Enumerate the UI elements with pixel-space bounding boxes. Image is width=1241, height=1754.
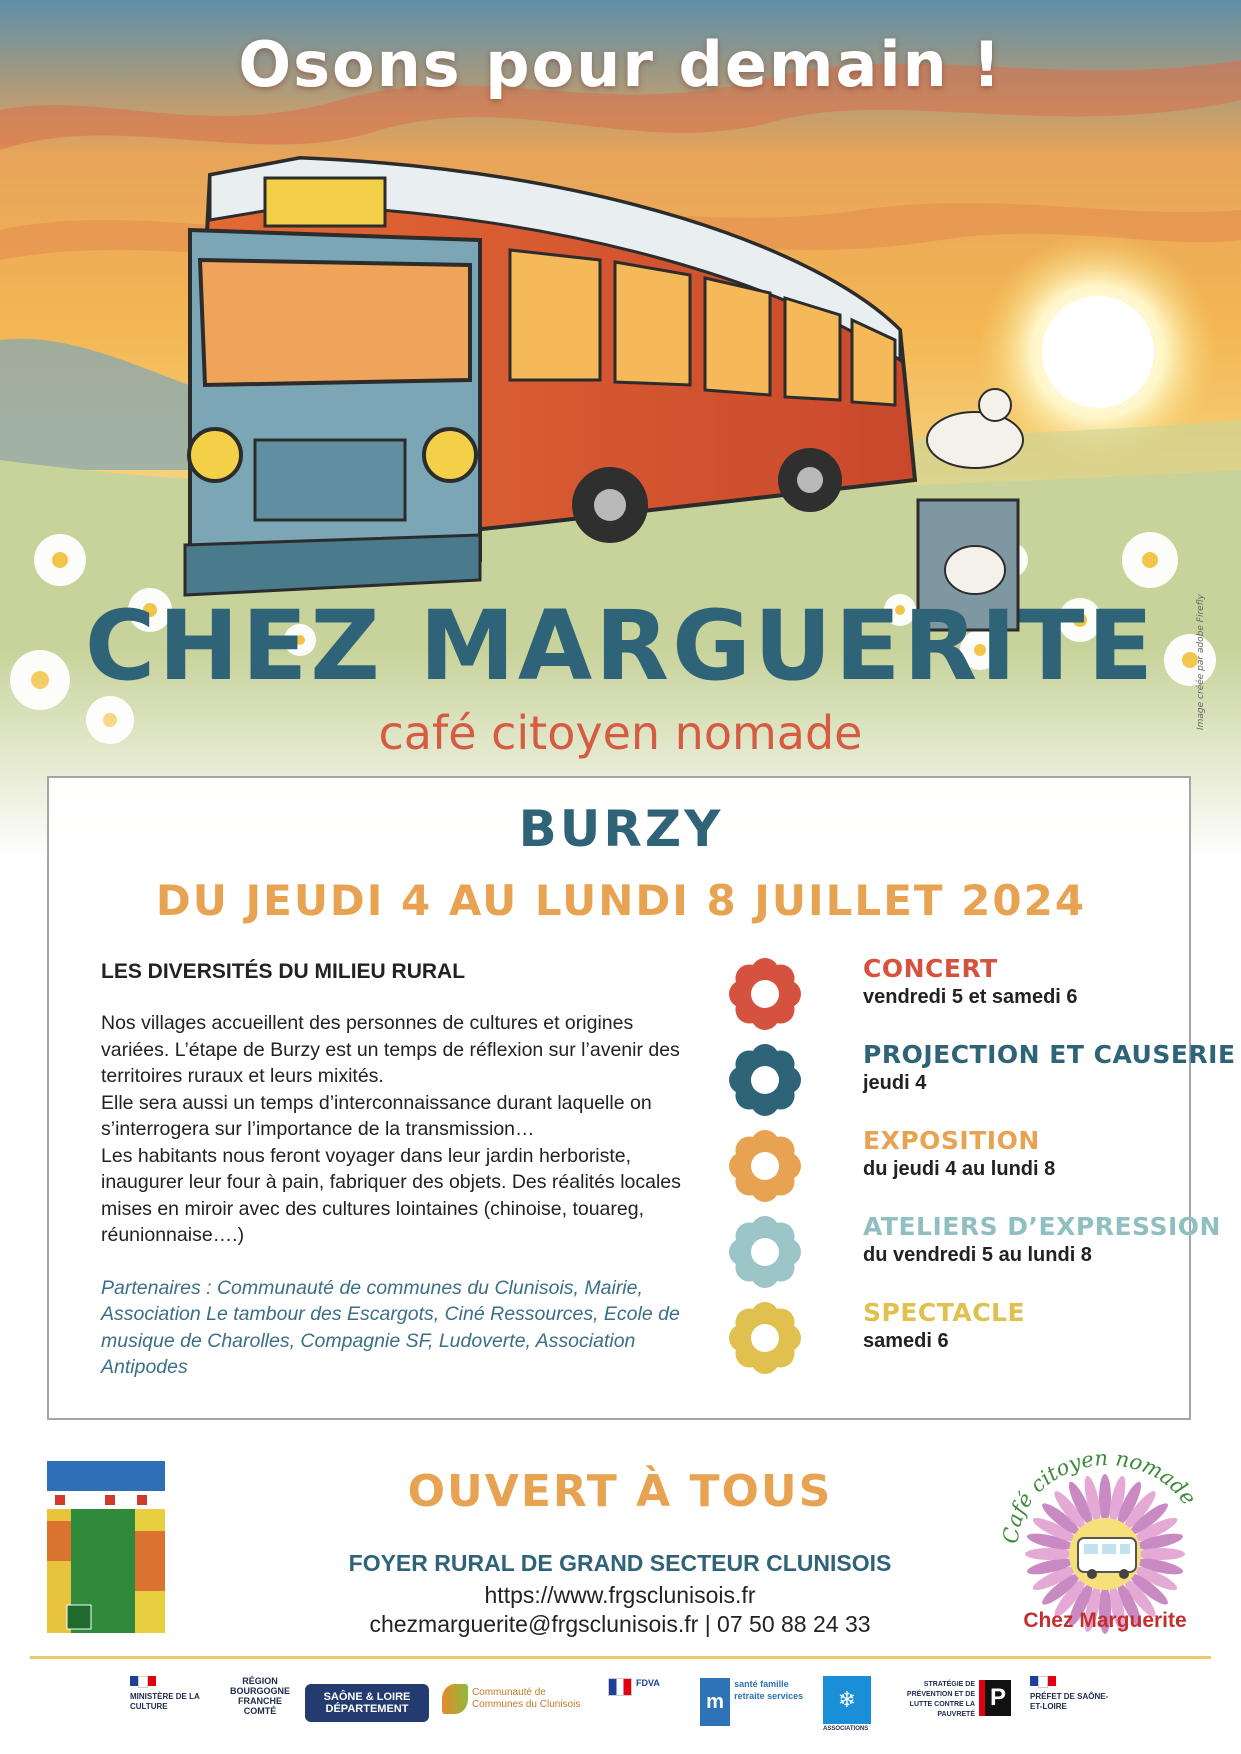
- event-box: [47, 776, 1236, 1420]
- image-credit: Image créée par adobe Firefly: [1196, 594, 1206, 730]
- cc-clunisois-logo: Communauté de Communes du Clunisois: [442, 1676, 592, 1742]
- footer-divider: [30, 1656, 1211, 1659]
- program-item-exposition: [725, 1126, 1185, 1206]
- flower-icon: [725, 954, 805, 1034]
- ministere-culture-logo: MINISTÈRE DE LA CULTURE: [130, 1676, 210, 1742]
- program-detail: vendredi 5 et samedi 6: [863, 986, 1078, 1008]
- event-place: BURZY: [518, 800, 724, 858]
- program-item-projection: [725, 1040, 1236, 1120]
- program-title: SPECTACLE: [863, 1298, 1026, 1327]
- flower-icon: [725, 1126, 805, 1206]
- fdva-logo: FDVA: [608, 1676, 678, 1742]
- organizer-name: FOYER RURAL DE GRAND SECTEUR CLUNISOIS: [348, 1550, 892, 1576]
- event-description: [101, 960, 691, 1381]
- program-title: PROJECTION ET CAUSERIE: [863, 1040, 1236, 1069]
- program-title: ATELIERS D’EXPRESSION: [863, 1212, 1221, 1241]
- description-paragraph: Nos villages accueillent des personnes de cultures et origines variées. L’étape de Burzy est un temps de réflexion sur l’avenir des territoires ruraux et leurs mixités.: [101, 1012, 680, 1087]
- strategie-pauvrete-logo: STRATÉGIE DE PRÉVENTION ET DE LUTTE CONTRE LA PAUVRETÉ P: [890, 1676, 1015, 1742]
- svg-text:Café citoyen nomade: Café citoyen nomade: [1000, 1452, 1201, 1545]
- program-detail: samedi 6: [863, 1330, 949, 1352]
- saone-et-loire-logo: SAÔNE & LOIRE DÉPARTEMENT: [305, 1676, 429, 1742]
- flower-icon: [725, 1298, 805, 1378]
- event-dates: DU JEUDI 4 AU LUNDI 8 JUILLET 2024: [155, 876, 1087, 925]
- contact-info[interactable]: chezmarguerite@frgsclunisois.fr | 07 50 88 24 33: [369, 1611, 871, 1637]
- msa-logo: m santé famille retraite services: [700, 1676, 810, 1742]
- program-item-spectacle: [725, 1298, 1185, 1378]
- description-paragraph: Les habitants nous feront voyager dans leur jardin herboriste, inaugurer leur four à pain, fabriquer des objets. Des réalités locales mises en miroir avec des cultures lointaines (chinoise, touareg, réunionnaise….): [101, 1144, 681, 1246]
- foyer-rural-logo: [47, 1461, 165, 1633]
- slogan: Osons pour demain !: [238, 28, 1003, 101]
- program-detail: du vendredi 5 au lundi 8: [863, 1244, 1092, 1266]
- section-title: LES DIVERSITÉS DU MILIEU RURAL: [101, 960, 466, 983]
- partner-logos: [130, 1676, 1110, 1746]
- program-detail: jeudi 4: [863, 1072, 927, 1094]
- region-bfc-logo: RÉGION BOURGOGNE FRANCHE COMTÉ: [229, 1676, 290, 1716]
- prefet-logo: PRÉFET DE SAÔNE-ET-LOIRE: [1030, 1676, 1110, 1742]
- program-title: EXPOSITION: [863, 1126, 1040, 1155]
- brand-title: CHEZ MARGUERITE: [84, 590, 1157, 702]
- description-paragraph: Elle sera aussi un temps d’interconnaissance durant laquelle on s’interrogera sur l’importance de la transmission…: [101, 1091, 652, 1140]
- program-item-concert: [725, 954, 1185, 1034]
- chez-marguerite-logo-name: Chez Marguerite: [1023, 1609, 1187, 1632]
- flower-icon: [725, 1212, 805, 1292]
- program-item-ateliers: [725, 1212, 1221, 1292]
- open-to-all: OUVERT À TOUS: [407, 1466, 833, 1517]
- partners-text: Partenaires : Communauté de communes du Clunisois, Mairie, Association Le tambour des Escargots, Ciné Ressources, Ecole de musique de Charolles, Compagnie SF, Ludoverte, Association Antipodes: [101, 1276, 680, 1378]
- flower-icon: [725, 1040, 805, 1120]
- website-link[interactable]: https://www.frgsclunisois.fr: [484, 1582, 756, 1608]
- brand-tagline: café citoyen nomade: [378, 706, 863, 760]
- program-title: CONCERT: [863, 954, 998, 983]
- program-detail: du jeudi 4 au lundi 8: [863, 1158, 1056, 1180]
- associations-logo: ❄ ASSOCIATIONS: [823, 1676, 873, 1742]
